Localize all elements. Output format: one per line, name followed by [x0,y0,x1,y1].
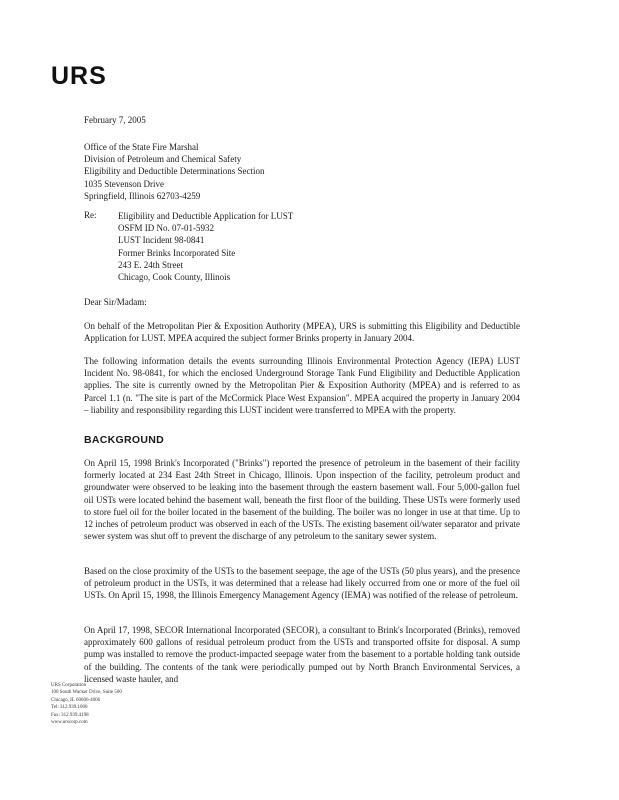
subject-block [118,210,293,283]
address-line: Division of Petroleum and Chemical Safety [84,154,242,165]
intro-paragraph: On behalf of the Metropolitan Pier & Exposition Authority (MPEA), URS is submitting this Eligibility and Deductible Application for LUST. MPEA acquired the subject former Brinks property in January 2004. [84,321,520,344]
subject-line: LUST Incident 98-0841 [118,235,205,246]
company-logo: URS [51,62,107,90]
details-paragraph: The following information details the events surrounding Illinois Environmental Protection Agency (IEPA) LUST Incident No. 98-0841, for which the enclosed Underground Storage Tank Fund Eligibility and Deductible Application applies. The site is currently owned by the Metropolitan Pier & Exposition Authority (MPEA) and is referred to as Parcel 1.1 (n. "The site is part of the McCormick Place West Expansion". MPEA acquired the property in January 2004 – liability and responsibility regarding this LUST incident were transferred to MPEA with the property. [84,356,520,415]
footer-line: www.urscorp.com [51,720,88,726]
address-line: Springfield, Illinois 62703-4259 [84,190,201,201]
company-footer [51,682,122,726]
footer-line: URS Corporation [51,683,87,688]
re-label: Re: [84,210,97,220]
address-line: 1035 Stevenson Drive [84,178,164,189]
background-paragraph: On April 15, 1998 Brink's Incorporated ("Brinks") reported the presence of petroleum in the basement of their facility formerly located at 234 East 24th Street in Chicago, Illinois. Upon inspection of the facility, petroleum product and groundwater were observed to be leaking into the basement through the eastern basement wall. Four 5,000-gallon fuel oil USTs were located behind the basement wall, beneath the first floor of the building. These USTs were formerly used to store fuel oil for the boiler located in the basement of the building. The boiler was no longer in use at that time. Up to 12 inches of petroleum product was observed in each of the USTs. The existing basement oil/water separator and private sewer system was shut off to prevent the discharge of any petroleum to the sanitary sewer system. [84,458,520,542]
letter-date: February 7, 2005 [84,115,146,125]
subject-line: Eligibility and Deductible Application for LUST [118,211,294,221]
subject-line: Former Brinks Incorporated Site [118,247,236,258]
footer-line: Fax: 312.939.4198 [51,712,89,718]
salutation: Dear Sir/Madam: [84,297,147,307]
footer-line: Chicago, IL 60606-4006 [51,697,101,703]
subject-line: 243 E. 24th Street [118,259,183,270]
section-heading-background: BACKGROUND [84,434,164,446]
background-paragraph: Based on the close proximity of the USTs to the basement seepage, the age of the USTs (50 plus years), and the presence of petroleum product in the USTs, it was determined that a release had likely occurred from one or more of the fuel oil USTs. On April 15, 1998, the Illinois Emergency Management Agency (IEMA) was notified of the release of petroleum. [84,566,520,601]
subject-line: Chicago, Cook County, Illinois [118,272,231,283]
footer-line: 100 South Wacker Drive, Suite 500 [51,690,122,696]
footer-line: Tel: 312.939.1000 [51,705,88,711]
subject-line: OSFM ID No. 07-01-5932 [118,223,215,234]
address-line: Office of the State Fire Marshal [84,142,199,152]
address-line: Eligibility and Deductible Determinations Section [84,166,265,177]
recipient-address [84,141,264,202]
background-paragraph: On April 17, 1998, SECOR International Incorporated (SECOR), a consultant to Brink's Incorporated (Brinks), removed approximately 600 gallons of residual petroleum product from the USTs and transported offsite for disposal. A sump pump was installed to remove the product-impacted seepage water from the basement to a portable holding tank outside of the building. The contents of the tank were periodically pumped out by North Branch Environmental Services, a licensed waste hauler, and [84,625,520,684]
